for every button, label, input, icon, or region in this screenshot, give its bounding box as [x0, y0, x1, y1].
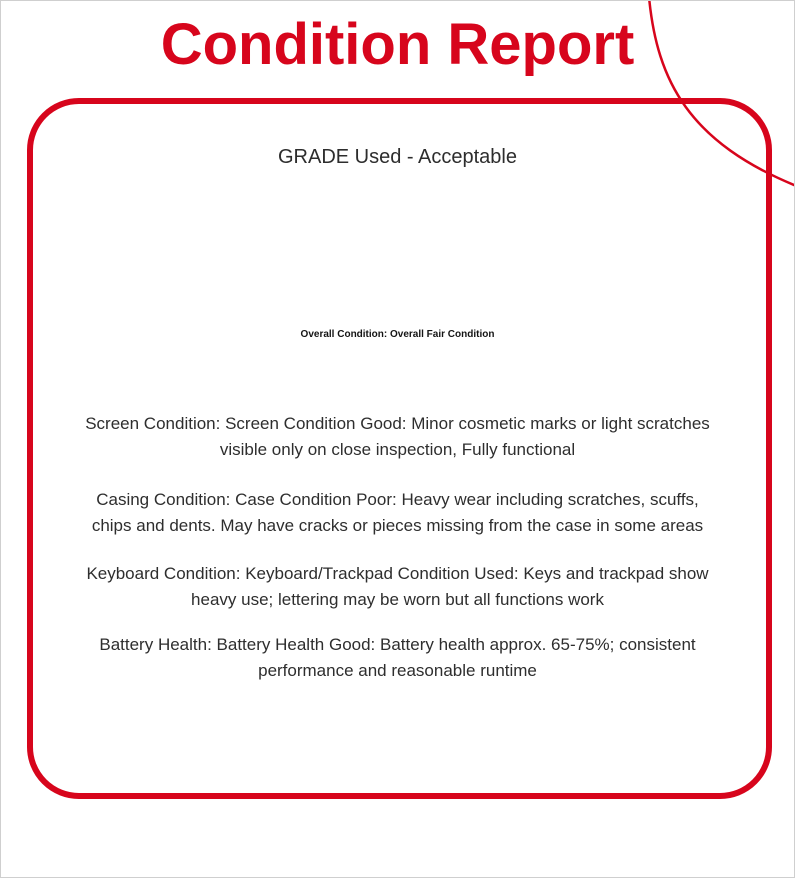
battery-health-text: Battery Health: Battery Health Good: Battery health approx. 65-75%; consistent performance and reasonable runtime: [99, 635, 696, 680]
report-title: Condition Report: [160, 12, 635, 77]
screen-condition-text: Screen Condition: Screen Condition Good: Minor cosmetic marks or light scratches visible only on close inspection, Fully functional: [85, 414, 710, 459]
grade-line: GRADE Used - Acceptable: [278, 146, 517, 168]
casing-condition-text: Casing Condition: Case Condition Poor: Heavy wear including scratches, scuffs, chips and dents. May have cracks or pieces missing from the case in some areas: [91, 490, 704, 535]
keyboard-condition-text: Keyboard Condition: Keyboard/Trackpad Condition Used: Keys and trackpad show heavy use; lettering may be worn but all functions work: [86, 564, 709, 609]
overall-condition-line: Overall Condition: Overall Fair Condition: [300, 329, 495, 340]
